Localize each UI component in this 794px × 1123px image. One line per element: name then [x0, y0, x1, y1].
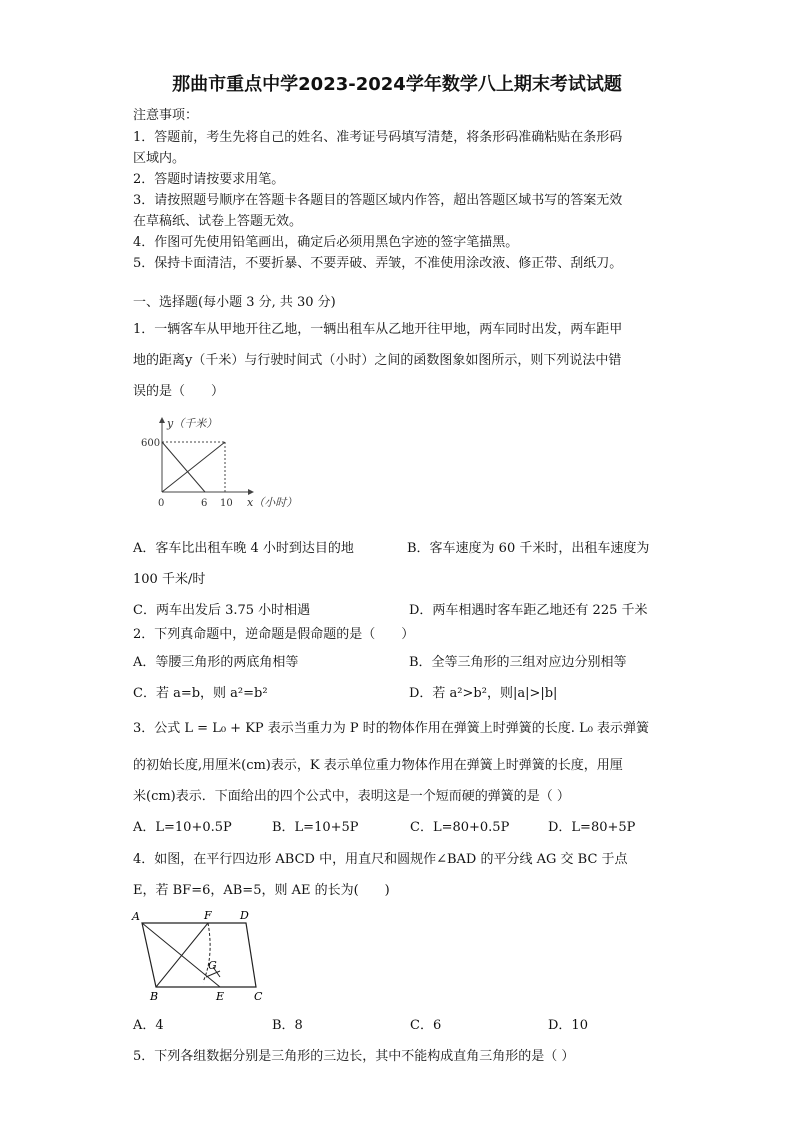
section-heading: 一、选择题(每小题 3 分, 共 30 分)	[133, 295, 336, 310]
notice-line: 3．请按照题号顺序在答题卡各题目的答题区域内作答，超出答题区域书写的答案无效	[133, 193, 623, 208]
notice-line: 4．作图可先使用铅笔画出，确定后必须用黑色字迹的签字笔描黑。	[133, 235, 519, 250]
q3-stem: 的初始长度,用厘米(cm)表示，K 表示单位重力物体作用在弹簧上时弹簧的长度，用厘	[133, 758, 623, 773]
q1-graph	[135, 410, 315, 518]
origin-label: 0	[158, 498, 165, 509]
construction-arc	[203, 923, 210, 982]
q3-stem: 米(cm)表示．下面给出的四个公式中，表明这是一个短而硬的弹簧的是（ ）	[133, 789, 570, 804]
q1-option-b-cont: 100 千米/时	[133, 572, 206, 587]
q4-option-c: C．6	[410, 1018, 442, 1033]
y-axis-label: y（千米）	[167, 417, 218, 430]
q2-stem: 2．下列真命题中，逆命题是假命题的是（ ）	[133, 627, 415, 642]
q3-option-a: A．L=10+0.5P	[133, 820, 232, 835]
segment-bf	[156, 923, 208, 987]
q1-option-c: C．两车出发后 3.75 小时相遇	[133, 603, 311, 618]
q2-option-d: D．若 a²>b²，则|a|>|b|	[409, 686, 558, 701]
q3-stem: 3．公式 L = L₀ + KP 表示当重力为 P 时的物体作用在弹簧上时弹簧的长度. L₀ 表示弹簧	[133, 721, 650, 736]
label-b: B	[150, 990, 159, 1003]
q4-option-a: A．4	[133, 1018, 164, 1033]
notice-line: 5．保持卡面清洁，不要折暴、不要弄破、弄皱，不准使用涂改液、修正带、刮纸刀。	[133, 256, 623, 271]
notice-line: 1．答题前，考生先将自己的姓名、准考证号码填写清楚，将条形码准确粘贴在条形码	[133, 130, 623, 145]
x-tick-label: 10	[220, 498, 233, 509]
q3-option-d: D．L=80+5P	[548, 820, 636, 835]
q4-stem: E，若 BF=6，AB=5，则 AE 的长为( )	[133, 883, 390, 898]
y-tick-label: 600	[141, 438, 161, 449]
q4-stem: 4．如图，在平行四边形 ABCD 中，用直尺和圆规作∠BAD 的平分线 AG 交 BC 于点	[133, 852, 628, 867]
q4-parallelogram-figure	[128, 905, 278, 1005]
q5-stem: 5．下列各组数据分别是三角形的三边长，其中不能构成直角三角形的是（ ）	[133, 1049, 575, 1064]
q4-option-b: B．8	[272, 1018, 303, 1033]
label-c: C	[254, 990, 263, 1003]
label-g: G	[208, 959, 217, 972]
bus-line	[162, 442, 225, 492]
label-e: E	[216, 990, 225, 1003]
label-d: D	[240, 909, 249, 922]
q2-option-a: A．等腰三角形的两底角相等	[133, 655, 299, 670]
q1-stem: 地的距离y（千米）与行驶时间式（小时）之间的函数图象如图所示，则下列说法中错	[133, 353, 622, 368]
q1-option-a: A．客车比出租车晚 4 小时到达目的地	[133, 541, 354, 556]
q2-option-b: B．全等三角形的三组对应边分别相等	[409, 655, 627, 670]
notice-heading: 注意事项：	[133, 108, 199, 123]
x-tick-label: 6	[201, 498, 208, 509]
label-a: A	[132, 910, 140, 923]
notice-line: 2．答题时请按要求用笔。	[133, 172, 285, 187]
taxi-line	[162, 442, 205, 492]
page-title: 那曲市重点中学2023-2024学年数学八上期末考试试题	[172, 74, 622, 95]
parallelogram-abcd	[142, 923, 256, 987]
q1-stem: 1．一辆客车从甲地开往乙地，一辆出租车从乙地开往甲地，两车同时出发，两车距甲	[133, 322, 623, 337]
notice-line: 区域内。	[133, 151, 186, 166]
x-axis-label: x（小时）	[247, 496, 298, 509]
q3-option-c: C．L=80+0.5P	[410, 820, 510, 835]
q3-option-b: B．L=10+5P	[272, 820, 359, 835]
q1-option-d: D．两车相遇时客车距乙地还有 225 千米	[409, 603, 648, 618]
q1-stem: 误的是（ ）	[133, 384, 225, 399]
label-f: F	[204, 909, 212, 922]
notice-line: 在草稿纸、试卷上答题无效。	[133, 214, 303, 229]
q4-option-d: D．10	[548, 1018, 588, 1033]
q2-option-c: C．若 a=b，则 a²=b²	[133, 686, 268, 701]
q1-option-b: B．客车速度为 60 千米时，出租车速度为	[407, 541, 650, 556]
